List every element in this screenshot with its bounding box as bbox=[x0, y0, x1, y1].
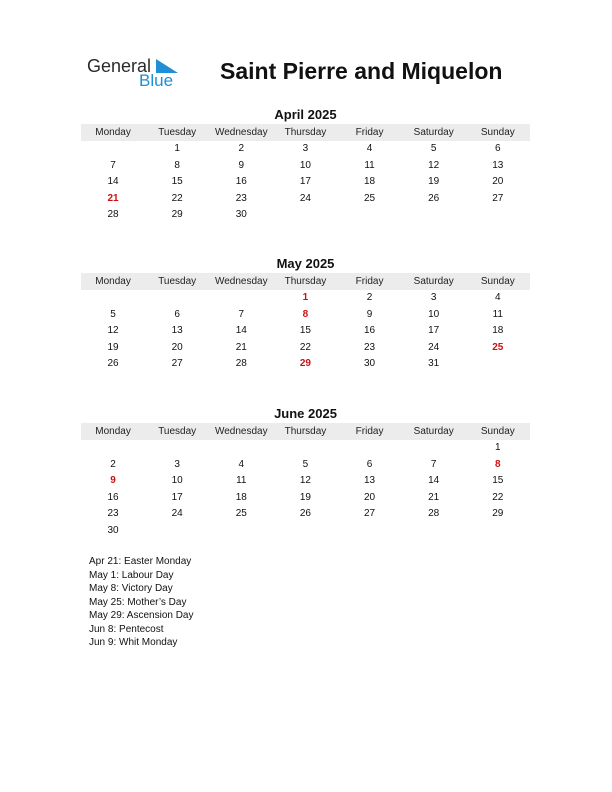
date-cell bbox=[145, 523, 209, 540]
week-row bbox=[81, 307, 530, 324]
date-cell: 17 bbox=[299, 176, 311, 188]
date-cell: 21 bbox=[235, 341, 247, 353]
weekday-label: Saturday bbox=[413, 426, 454, 437]
date-cell: 5 bbox=[302, 458, 309, 470]
date-cell: 14 bbox=[107, 176, 119, 188]
date-cell: 3 bbox=[174, 458, 180, 470]
date-cell bbox=[209, 523, 273, 540]
holiday-note: May 1: Labour Day bbox=[89, 569, 174, 581]
week-row bbox=[81, 506, 530, 523]
weekday-label: Wednesday bbox=[214, 276, 268, 287]
date-cell: 13 bbox=[364, 475, 376, 487]
date-cell: 7 bbox=[238, 308, 245, 320]
weekday-label: Saturday bbox=[413, 276, 454, 287]
weekday-label: Friday bbox=[355, 276, 384, 287]
date-cell bbox=[402, 523, 466, 540]
date-cell bbox=[273, 440, 337, 457]
date-cell: 13 bbox=[492, 159, 504, 171]
date-cell: 6 bbox=[174, 308, 180, 320]
holiday-notes bbox=[89, 555, 194, 650]
date-cell: 27 bbox=[364, 508, 376, 520]
weekday-label: Saturday bbox=[413, 127, 454, 138]
date-cell: 20 bbox=[171, 341, 183, 353]
holiday-date-cell: 29 bbox=[299, 358, 311, 370]
date-cell: 10 bbox=[299, 159, 311, 171]
logo-text-general: General bbox=[87, 56, 152, 76]
date-cell: 28 bbox=[107, 209, 119, 221]
date-cell: 12 bbox=[299, 475, 311, 487]
date-cell: 27 bbox=[492, 192, 504, 204]
date-cell: 13 bbox=[171, 325, 183, 337]
date-cell: 20 bbox=[492, 176, 504, 188]
weekday-label: Wednesday bbox=[214, 426, 268, 437]
page-title: Saint Pierre and Miquelon bbox=[220, 58, 503, 84]
date-cell bbox=[209, 440, 273, 457]
week-row bbox=[81, 158, 530, 175]
date-cell: 23 bbox=[364, 341, 376, 353]
date-cell: 5 bbox=[110, 308, 116, 320]
date-cell: 15 bbox=[299, 325, 311, 337]
week-row bbox=[81, 207, 530, 224]
date-cell: 15 bbox=[171, 176, 183, 188]
week-row bbox=[81, 340, 530, 357]
date-cell: 29 bbox=[492, 508, 504, 520]
date-cell: 17 bbox=[428, 325, 440, 337]
date-cell: 1 bbox=[174, 143, 180, 154]
date-cell: 20 bbox=[364, 491, 376, 503]
date-cell bbox=[273, 523, 337, 540]
month-title: June 2025 bbox=[274, 406, 337, 421]
weekday-label: Thursday bbox=[284, 426, 327, 437]
weekday-label: Friday bbox=[355, 426, 384, 437]
holiday-note: May 25: Mother’s Day bbox=[89, 596, 187, 608]
date-cell bbox=[338, 523, 402, 540]
date-cell: 24 bbox=[299, 192, 311, 204]
date-cell: 27 bbox=[171, 358, 183, 370]
month-calendar-april bbox=[81, 106, 530, 224]
date-cell bbox=[145, 440, 209, 457]
date-cell: 25 bbox=[235, 508, 247, 520]
date-cell: 3 bbox=[430, 292, 437, 303]
date-cell: 26 bbox=[107, 358, 119, 370]
date-cell: 18 bbox=[492, 325, 504, 337]
date-cell: 4 bbox=[495, 292, 501, 303]
date-cell: 4 bbox=[366, 143, 373, 154]
date-cell: 21 bbox=[428, 491, 440, 503]
date-cell bbox=[81, 141, 145, 158]
date-cell: 22 bbox=[299, 341, 311, 353]
weekday-header bbox=[81, 273, 530, 290]
date-cell bbox=[81, 440, 145, 457]
date-cell: 18 bbox=[364, 176, 376, 188]
date-cell: 8 bbox=[174, 159, 180, 171]
month-calendar-may bbox=[81, 255, 530, 373]
date-cell: 18 bbox=[235, 491, 247, 503]
weekday-label: Tuesday bbox=[158, 426, 197, 437]
week-row bbox=[81, 440, 530, 457]
date-cell: 23 bbox=[235, 192, 247, 204]
date-cell bbox=[338, 207, 402, 224]
date-cell: 30 bbox=[235, 209, 247, 221]
date-cell: 2 bbox=[110, 458, 116, 470]
date-cell bbox=[466, 523, 530, 540]
weekday-label: Sunday bbox=[480, 426, 515, 437]
date-cell bbox=[81, 290, 145, 307]
date-cell: 24 bbox=[171, 508, 183, 520]
date-cell: 16 bbox=[107, 491, 119, 503]
month-title: April 2025 bbox=[274, 107, 337, 122]
holiday-date-cell: 8 bbox=[495, 458, 501, 470]
date-cell: 12 bbox=[428, 159, 440, 171]
holiday-date-cell: 8 bbox=[302, 308, 309, 320]
date-cell: 29 bbox=[171, 209, 183, 221]
weekday-label: Tuesday bbox=[158, 127, 197, 138]
date-cell: 12 bbox=[107, 325, 119, 337]
date-cell: 19 bbox=[299, 491, 311, 503]
date-cell: 16 bbox=[364, 325, 376, 337]
date-cell: 28 bbox=[428, 508, 440, 520]
date-cell bbox=[402, 440, 466, 457]
week-row bbox=[81, 174, 530, 191]
weekday-label: Tuesday bbox=[158, 276, 197, 287]
holiday-date-cell: 1 bbox=[302, 292, 309, 303]
weekday-label: Monday bbox=[95, 426, 131, 437]
date-cell: 26 bbox=[428, 192, 440, 204]
date-cell: 14 bbox=[428, 475, 440, 487]
date-cell: 19 bbox=[107, 341, 119, 353]
date-cell bbox=[338, 440, 402, 457]
date-cell: 6 bbox=[495, 143, 501, 154]
week-row bbox=[81, 323, 530, 340]
holiday-date-cell: 9 bbox=[110, 475, 116, 487]
holiday-note: May 8: Victory Day bbox=[89, 583, 173, 594]
date-cell: 4 bbox=[238, 458, 245, 470]
date-cell: 2 bbox=[238, 143, 245, 154]
date-cell bbox=[466, 356, 530, 373]
date-cell: 30 bbox=[364, 358, 376, 370]
date-cell: 22 bbox=[492, 491, 504, 503]
weekday-label: Monday bbox=[95, 276, 131, 287]
month-title: May 2025 bbox=[276, 256, 335, 271]
week-row bbox=[81, 523, 530, 540]
date-cell bbox=[273, 207, 337, 224]
date-cell: 9 bbox=[238, 159, 245, 171]
logo-text-blue: Blue bbox=[139, 71, 174, 90]
date-cell: 6 bbox=[366, 458, 373, 470]
date-cell: 16 bbox=[235, 176, 247, 188]
date-cell: 9 bbox=[366, 308, 373, 320]
date-cell: 3 bbox=[302, 143, 309, 154]
weekday-header bbox=[81, 124, 530, 141]
date-cell bbox=[145, 290, 209, 307]
date-cell: 19 bbox=[428, 176, 440, 188]
holiday-note: Jun 8: Pentecost bbox=[89, 623, 164, 635]
weekday-label: Friday bbox=[355, 127, 384, 138]
date-cell: 7 bbox=[430, 458, 437, 470]
holiday-note: Apr 21: Easter Monday bbox=[89, 556, 192, 567]
weekday-label: Monday bbox=[95, 127, 131, 138]
date-cell: 2 bbox=[366, 292, 373, 303]
date-cell: 10 bbox=[171, 475, 183, 487]
week-row bbox=[81, 191, 530, 208]
holiday-date-cell: 21 bbox=[107, 192, 119, 204]
weekday-label: Thursday bbox=[284, 127, 327, 138]
date-cell: 14 bbox=[235, 325, 247, 337]
date-cell: 15 bbox=[492, 475, 504, 487]
date-cell: 17 bbox=[171, 491, 183, 503]
weekday-label: Sunday bbox=[480, 127, 515, 138]
week-row bbox=[81, 356, 530, 373]
date-cell: 11 bbox=[236, 475, 247, 487]
week-row bbox=[81, 473, 530, 490]
week-row bbox=[81, 141, 530, 158]
month-calendar-june bbox=[81, 405, 530, 540]
week-row bbox=[81, 290, 530, 307]
weekday-header bbox=[81, 423, 530, 440]
weekday-label: Wednesday bbox=[214, 127, 268, 138]
date-cell: 24 bbox=[428, 341, 440, 353]
logo bbox=[87, 56, 187, 92]
weekday-label: Sunday bbox=[480, 276, 515, 287]
date-cell: 31 bbox=[428, 358, 440, 370]
date-cell: 22 bbox=[171, 192, 183, 204]
date-cell bbox=[466, 207, 530, 224]
date-cell: 5 bbox=[430, 143, 437, 154]
date-cell: 25 bbox=[364, 192, 376, 204]
date-cell: 23 bbox=[107, 508, 119, 520]
date-cell: 1 bbox=[495, 442, 501, 453]
holiday-date-cell: 25 bbox=[492, 341, 504, 353]
week-row bbox=[81, 457, 530, 474]
holiday-note: Jun 9: Whit Monday bbox=[89, 637, 178, 648]
date-cell: 30 bbox=[107, 524, 119, 536]
date-cell: 28 bbox=[235, 358, 247, 370]
date-cell: 10 bbox=[428, 308, 440, 320]
date-cell: 7 bbox=[110, 159, 116, 171]
week-row bbox=[81, 490, 530, 507]
date-cell: 26 bbox=[299, 508, 311, 520]
date-cell bbox=[402, 207, 466, 224]
date-cell: 11 bbox=[364, 159, 375, 171]
holiday-note: May 29: Ascension Day bbox=[89, 610, 194, 621]
date-cell: 11 bbox=[492, 308, 503, 320]
date-cell bbox=[209, 290, 273, 307]
weekday-label: Thursday bbox=[284, 276, 327, 287]
